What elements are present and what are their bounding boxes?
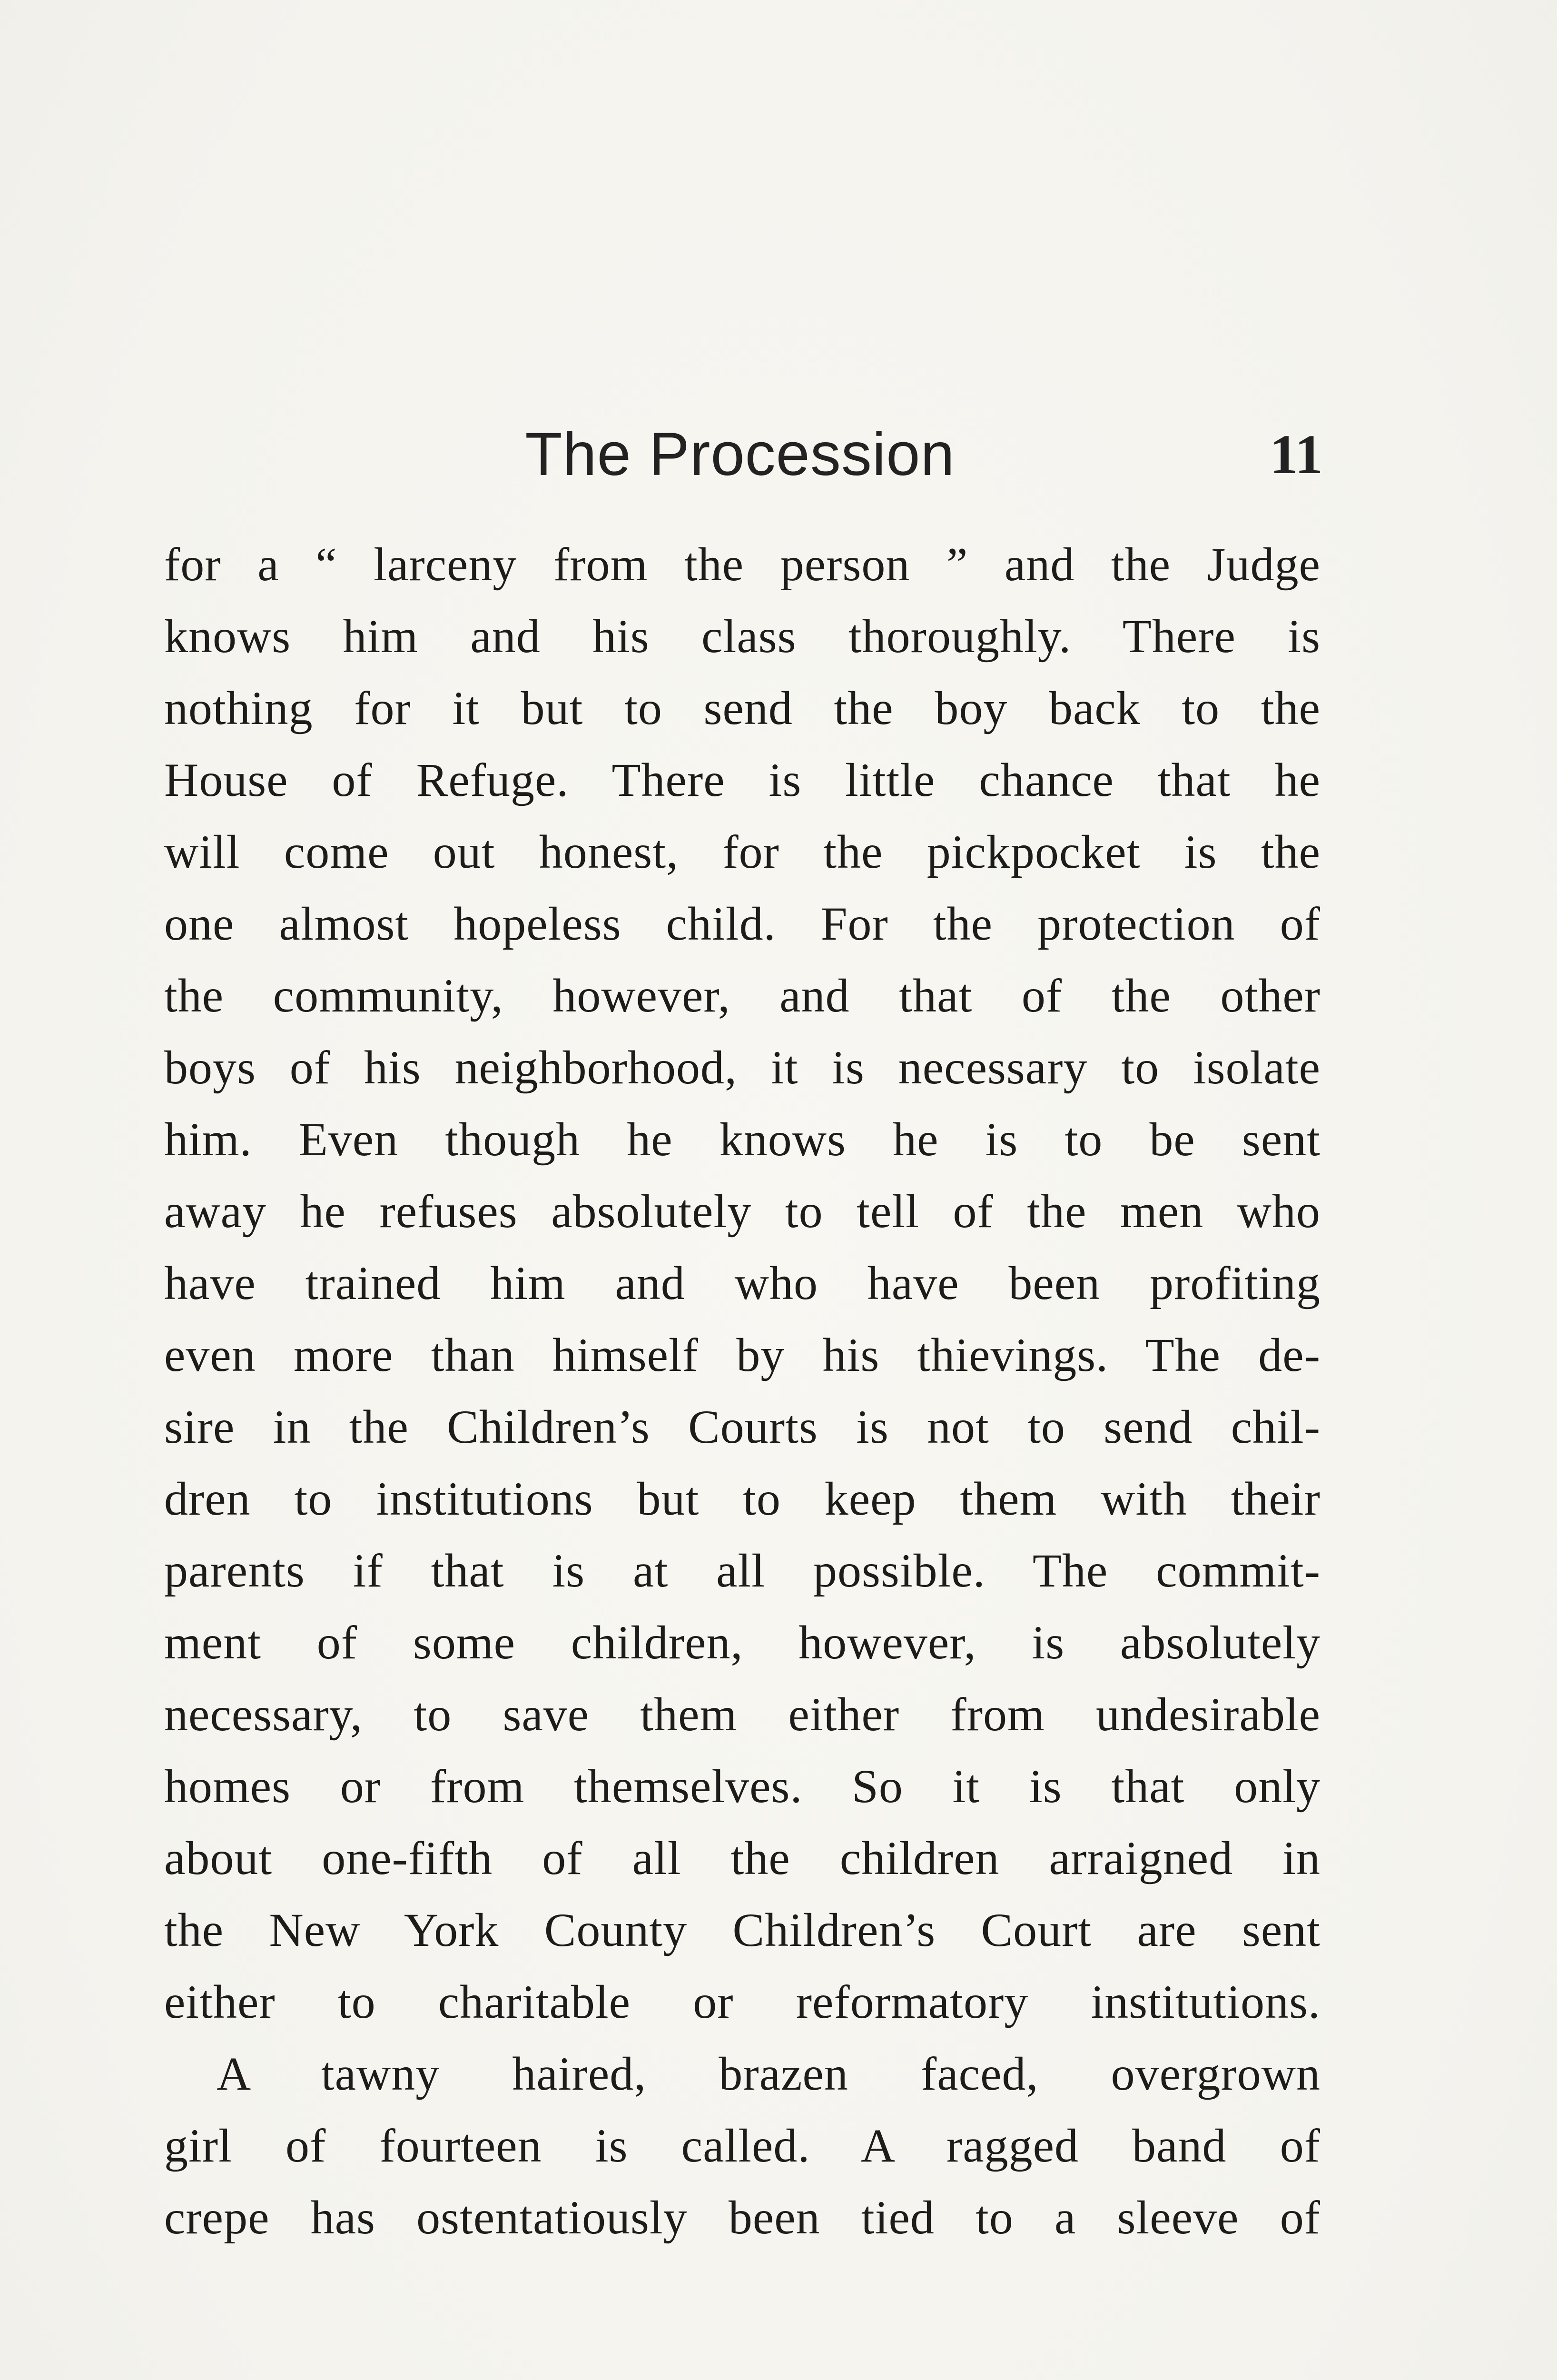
text-line: nothing for it but to send the boy back to the xyxy=(164,682,1320,734)
text-line: knows him and his class thoroughly. There is xyxy=(164,610,1320,663)
running-title: The Procession xyxy=(525,420,955,488)
text-line: homes or from themselves. So it is that only xyxy=(164,1760,1320,1813)
text-line: crepe has ostentatiously been tied to a sleeve of xyxy=(164,2191,1320,2244)
text-line: will come out honest, for the pickpocket is the xyxy=(164,825,1320,878)
page-number: 11 xyxy=(1270,423,1323,486)
text-line: either to charitable or reformatory institutions. xyxy=(164,1975,1320,2028)
text-line: ment of some children, however, is absolutely xyxy=(164,1616,1320,1669)
text-line: the community, however, and that of the other xyxy=(164,969,1320,1022)
text-line: boys of his neighborhood, it is necessary to isolate xyxy=(164,1041,1320,1094)
text-line: parents if that is at all possible. The commit- xyxy=(164,1544,1320,1597)
text-line: girl of fourteen is called. A ragged band of xyxy=(164,2119,1320,2172)
text-line: necessary, to save them either from undesirable xyxy=(164,1688,1320,1741)
text-line: dren to institutions but to keep them with their xyxy=(164,1472,1320,1525)
text-line: even more than himself by his thievings. The de- xyxy=(164,1329,1320,1381)
text-line: one almost hopeless child. For the protection of xyxy=(164,897,1320,950)
paragraph-start-line: A tawny haired, brazen faced, overgrown xyxy=(217,2047,1320,2100)
text-line: away he refuses absolutely to tell of the men who xyxy=(164,1185,1320,1238)
text-line: him. Even though he knows he is to be sent xyxy=(164,1113,1320,1166)
running-header xyxy=(157,419,1323,490)
text-line: about one-fifth of all the children arraigned in xyxy=(164,1832,1320,1884)
text-line: for a “ larceny from the person ” and the Judge xyxy=(164,538,1320,591)
text-line: the New York County Children’s Court are sent xyxy=(164,1904,1320,1956)
text-line: House of Refuge. There is little chance that he xyxy=(164,754,1320,806)
text-line: have trained him and who have been profiting xyxy=(164,1257,1320,1309)
body-text xyxy=(164,528,1320,2253)
text-line: sire in the Children’s Courts is not to send chil- xyxy=(164,1400,1320,1453)
